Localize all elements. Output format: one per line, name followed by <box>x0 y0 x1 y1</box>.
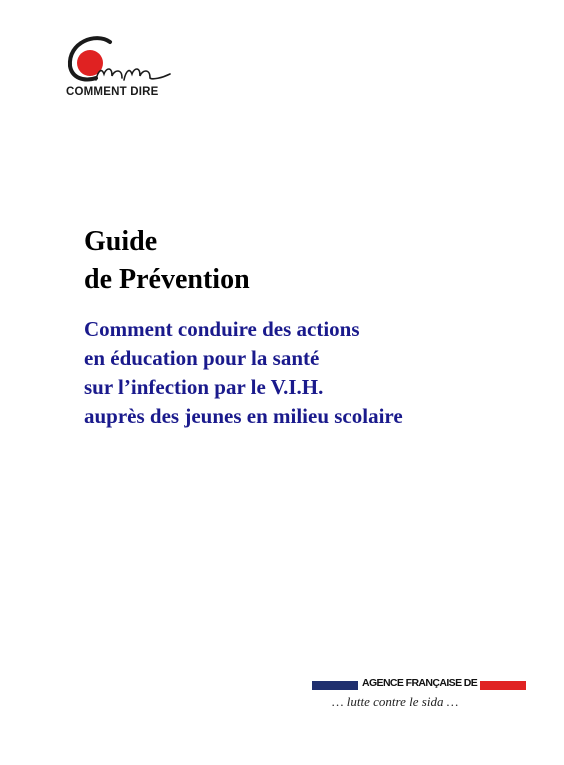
subtitle-line-2: en éducation pour la santé <box>84 346 320 370</box>
subtitle-line-3: sur l’infection par le V.I.H. <box>84 375 324 399</box>
main-title <box>84 223 544 299</box>
flag-red-bar <box>480 681 526 690</box>
title-line-1: Guide <box>84 226 158 257</box>
subtitle-line-1: Comment conduire des actions <box>84 317 360 341</box>
flag-blue-bar <box>312 681 358 690</box>
title-line-2: de Prévention <box>84 264 250 295</box>
comment-dire-logo <box>66 34 176 100</box>
logo-text: COMMENT DIRE <box>66 86 159 98</box>
agency-signature <box>312 676 532 716</box>
subtitle <box>84 315 554 431</box>
logo-emblem-icon <box>66 34 176 88</box>
logo-script-mm <box>96 69 170 80</box>
agency-slogan: … lutte contre le sida … <box>332 694 459 709</box>
agency-name: AGENCE FRANÇAISE DE <box>362 677 478 689</box>
subtitle-line-4: auprès des jeunes en milieu scolaire <box>84 404 403 428</box>
